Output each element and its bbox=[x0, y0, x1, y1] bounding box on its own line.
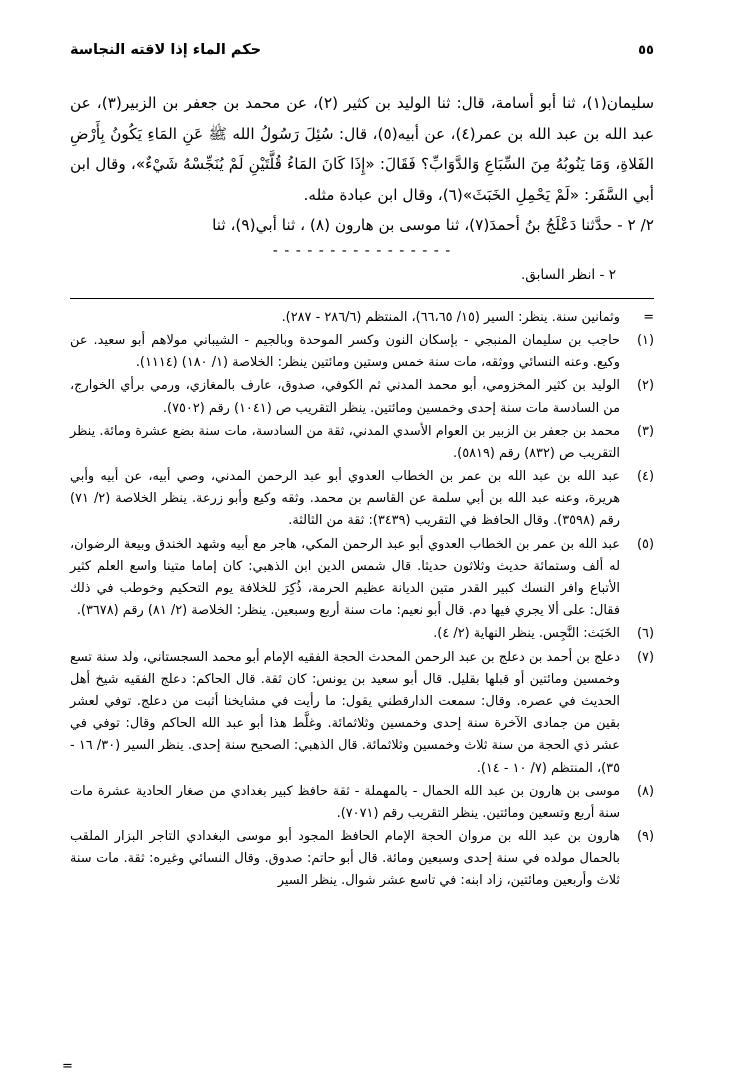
footnote-text: دعلج بن أحمد بن دعلج بن عبد الرحمن المحدث الحجة الفقيه الإمام أبو محمد السجستاني، ولد سنة تسع وخمسين ومائتين أو قبلها بقليل. قال أبو سعيد بن يونس: كان ثقة. قال الحاكم: دعلج الفقيه شيخ أهل الحديث في عصره. وقال: سمعت الدارقطني يقول: ما رأيت في مشايخنا أثبت من دعلج. توفي لعشر بقين من جمادى الآخرة سنة إحدى وخمسين وثلاثمائة. وغلَّط هذا أبو عبد الله الحاكم وقال: توفي في عشر ذي الحجة من سنة ثلاث وخمسين وثلاثمائة. قال الذهبي: الصحيح سنة إحدى. ينظر السير (٣٠/ ١٦ - ٣٥)، المنتظم (٧/ ١٠ - ١٤). bbox=[70, 649, 620, 776]
main-body bbox=[70, 88, 654, 241]
footnote-text: الخَبَث: النَّجِس. ينظر النهاية (٢/ ٤). bbox=[433, 626, 620, 642]
footnote-marker: = bbox=[643, 309, 654, 325]
footnote-item bbox=[70, 534, 654, 623]
footnote-text: عبد الله بن عبد الله بن عمر بن الخطاب العدوي أبو عبد الرحمن المدني، وصي أبيه، عن أبيه وأبي هريرة، وعنه عبد الله بن أبي سلمة عن القاسم بن محمد. وثقه وكيع وأبو زرعة. ينظر الخلاصة (٢/ ٧١) رقم (٣٥٩٨). وقال الحافظ في التقريب (٣٤٣٩): ثقة من الثالثة. bbox=[70, 469, 620, 529]
footnote-marker: (٧) bbox=[637, 649, 654, 665]
footnote-item bbox=[70, 781, 654, 825]
footnote-text: محمد بن جعفر بن الزبير بن العوام الأسدي المدني، ثقة من السادسة، مات سنة بضع عشرة ومائة. ينظر التقريب ص (٨٣٢) رقم (٥٨١٩). bbox=[70, 423, 620, 461]
body-paragraph-2: ٢/ ٢ - حدَّثنا دَعْلَجُ بنُ أحمدَ(٧)، ثنا موسى بن هارون (٨) ، ثنا أبي(٩)، ثنا bbox=[212, 216, 654, 235]
footnote-divider bbox=[70, 298, 654, 299]
footnote-text: وثمانين سنة. ينظر: السير (١٥/ ٦٦،٦٥)، المنتظم (٢٨٦/٦ - ٢٨٧). bbox=[281, 309, 620, 325]
footnote-item bbox=[70, 307, 654, 329]
page-header bbox=[70, 42, 654, 58]
footnote-item bbox=[70, 466, 654, 533]
footnote-item bbox=[70, 330, 654, 374]
dashed-separator: - - - - - - - - - - - - - - - - bbox=[272, 242, 452, 259]
footnote-item bbox=[70, 421, 654, 465]
body-paragraph-1: سليمان(١)، ثنا أبو أسامة، قال: ثنا الوليد بن كثير (٢)، عن محمد بن جعفر بن الزبير(٣)، عن عبد الله بن عبد الله بن عمر(٤)، عن أبيه(٥)، قال: سُئِلَ رَسُولُ الله ﷺ عَنِ المَاءِ يَكُونُ بِأَرْضِ الفَلاةِ، وَمَا يَنُوبُهُ مِنَ السِّبَاعِ وَالدَّوَابِّ؟ فَقَالَ: «إِذَا كَانَ المَاءُ قُلَّتَيْنِ لَمْ يُنَجِّسْهُ شَيْءٌ»، وقال ابن أبي السَّفَر: «لَمْ يَحْمِلِ الخَبَثَ»(٦)، وقال ابن عبادة مثله. bbox=[70, 94, 655, 204]
footnote-marker: (٤) bbox=[637, 469, 654, 485]
page-number: ٥٥ bbox=[638, 43, 654, 58]
footnote-marker: (٣) bbox=[637, 423, 654, 439]
footnote-item bbox=[70, 623, 654, 645]
footnote-item bbox=[70, 826, 654, 893]
footnotes-section bbox=[70, 307, 654, 893]
footnote-text: الوليد بن كثير المخزومي، أبو محمد المدني ثم الكوفي، صدوق، عارف بالمغازي، ورمي برأي الخوارج، من السادسة مات سنة إحدى وخمسين ومائتين. ينظر التقريب ص (١٠٤١) رقم (٧٥٠٢). bbox=[70, 378, 620, 416]
footnote-marker: (٥) bbox=[637, 536, 654, 552]
continuation-marker: = bbox=[62, 1059, 73, 1074]
footnote-text: عبد الله بن عمر بن الخطاب العدوي أبو عبد الرحمن المكي، هاجر مع أبيه وشهد الخندق وبيعة الرضوان، له ألف وستمائة حديث وثلاثون حديثا. قال شمس الدين ابن الذهبي: كان إماما متينا واسع العلم كثير الأتباع وافر النسك كبير القدر متين الديانة عظيم الحرمة، ذُكِرَ للخلافة يوم التحكيم وخوطب في ذلك فقال: على ألا يجري فيها دم. قال أبو نعيم: مات سنة أربع وسبعين. ينظر: الخلاصة (٢/ ٨١) رقم (٣٦٧٨). bbox=[70, 536, 620, 619]
footnote-text: هارون بن عبد الله بن مروان الحجة الإمام الحافظ المجود أبو موسى البغدادي التاجر البزار الملقب بالحمال مولده في سنة إحدى وسبعين ومائة. قال أبو حاتم: صدوق. وقال النسائي وغيره: ثقة. مات سنة ثلاث وأربعين ومائتين، زاد ابنه: في تاسع عشر شوال. ينظر السير bbox=[70, 829, 620, 889]
footnote-text: حاجب بن سليمان المنبجي - بإسكان النون وكسر الموحدة وبالجيم - الشيباني مولاهم أبو سعيد. عن وكيع. وعنه النسائي ووثقه، مات سنة خمس وستين ومائتين ينظر: الخلاصة (١/ ١٨٠) (١١١٤). bbox=[70, 332, 620, 371]
footnote-marker: (٨) bbox=[637, 783, 654, 799]
footnote-text: موسى بن هارون بن عبد الله الحمال - بالمهملة - ثقة حافظ كبير بغدادي من صغار الحادية عشرة مات سنة أربع وتسعين ومائتين. ينظر التقريب رقم (٧٠٧١). bbox=[70, 783, 620, 821]
footnote-marker: (٦) bbox=[637, 626, 654, 642]
footnote-marker: (٢) bbox=[637, 378, 654, 394]
footnote-marker: (١) bbox=[637, 332, 654, 348]
page-title: حكم الماء إذا لاقته النجاسة bbox=[70, 42, 262, 58]
footnote-item bbox=[70, 647, 654, 780]
footnote-item bbox=[70, 375, 654, 419]
footnote-marker: (٩) bbox=[637, 829, 654, 845]
short-note: ٢ - انظر السابق. bbox=[520, 266, 616, 283]
